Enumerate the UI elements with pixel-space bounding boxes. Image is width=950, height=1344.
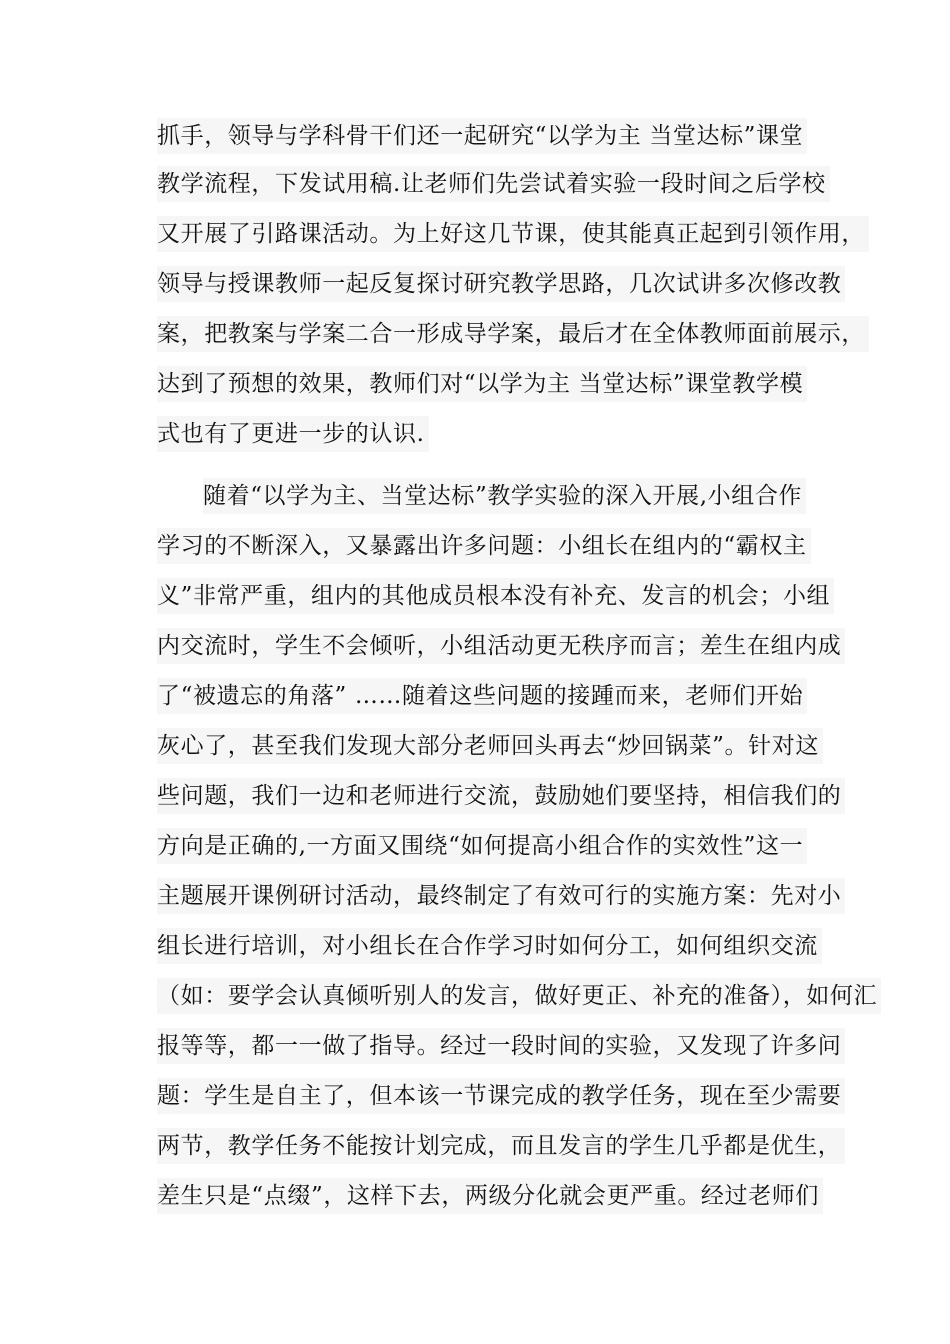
text-line: （如：要学会认真倾听别人的发言，做好更正、补充的准备），如何汇 [157, 978, 881, 1014]
text-line: 义”非常严重，组内的其他成员根本没有补充、发言的机会；小组 [157, 578, 834, 614]
text-line: 组长进行培训，对小组长在合作学习时如何分工，如何组织交流 [157, 928, 822, 964]
text-line: 随着“以学为主、当堂达标”教学实验的深入开展,小组合作 [203, 478, 806, 514]
text-line: 案，把教案与学案二合一形成导学案，最后才在全体教师面前展示， [157, 316, 869, 352]
text-line: 领导与授课教师一起反复探讨研究教学思路，几次试讲多次修改教 [157, 266, 845, 302]
text-line: 差生只是“点缀”，这样下去，两级分化就会更严重。经过老师们 [157, 1178, 823, 1214]
text-line: 主题展开课例研讨活动，最终制定了有效可行的实施方案：先对小 [157, 878, 845, 914]
text-line: 了“被遗忘的角落” ……随着这些问题的接踵而来，老师们开始 [157, 678, 807, 714]
text-line: 式也有了更进一步的认识. [157, 416, 429, 452]
text-line: 两节，教学任务不能按计划完成，而且发言的学生几乎都是优生， [157, 1128, 845, 1164]
text-line: 抓手，领导与学科骨干们还一起研究“以学为主 当堂达标”课堂 [157, 118, 807, 154]
text-line: 报等等，都一一做了指导。经过一段时间的实验，又发现了许多问 [157, 1028, 845, 1064]
text-line: 达到了预想的效果，教师们对“以学为主 当堂达标”课堂教学模 [157, 366, 807, 402]
text-line: 又开展了引路课活动。为上好这几节课，使其能真正起到引领作用， [157, 216, 869, 252]
text-line: 题：学生是自主了，但本该一节课完成的教学任务，现在至少需要 [157, 1078, 845, 1114]
text-line: 方向是正确的,一方面又围绕“如何提高小组合作的实效性”这一 [157, 828, 807, 864]
text-line: 些问题，我们一边和老师进行交流，鼓励她们要坚持，相信我们的 [157, 778, 845, 814]
text-line: 灰心了，甚至我们发现大部分老师回头再去“炒回锅菜”。针对这 [157, 728, 823, 764]
text-line: 教学流程，下发试用稿.让老师们先尝试着实验一段时间之后学校 [157, 166, 830, 202]
text-line: 内交流时，学生不会倾听，小组活动更无秩序而言；差生在组内成 [157, 628, 845, 664]
text-line: 学习的不断深入，又暴露出许多问题：小组长在组内的“霸权主 [157, 528, 811, 564]
